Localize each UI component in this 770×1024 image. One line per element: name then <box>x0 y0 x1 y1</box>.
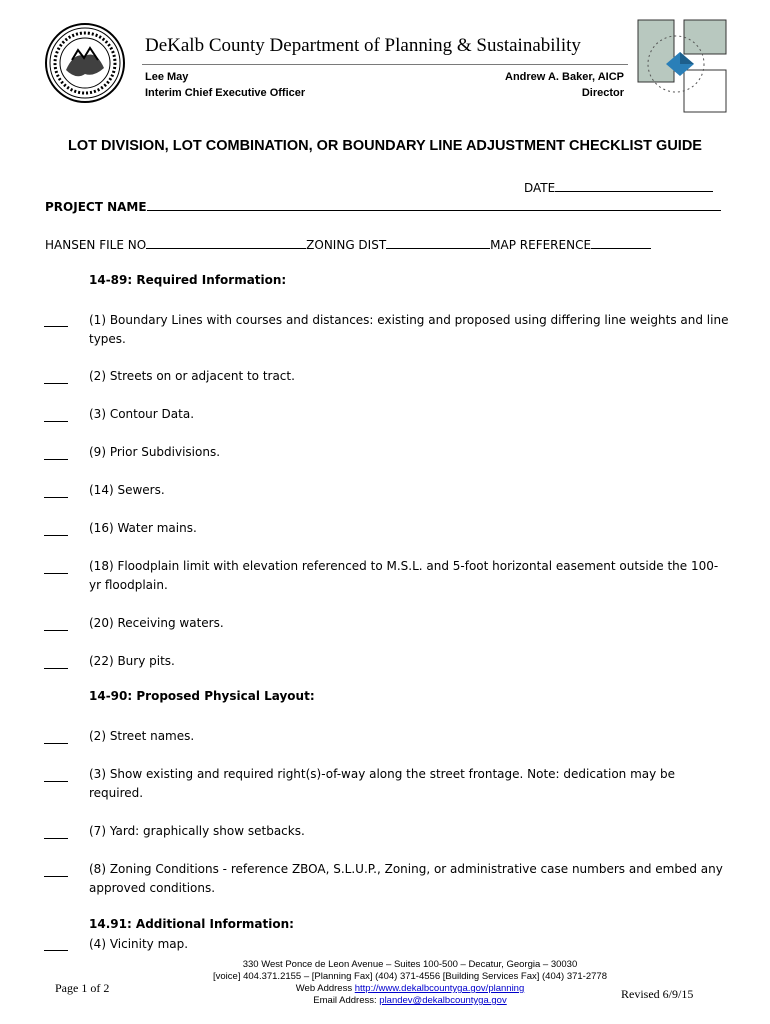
checklist-item: (8) Zoning Conditions - reference ZBOA, S.L.U.P., Zoning, or administrative case numbers and embed any approved conditions. <box>89 862 723 895</box>
checkbox-blank[interactable] <box>44 668 68 669</box>
footer-address: 330 West Ponce de Leon Avenue – Suites 100-500 – Decatur, Georgia – 30030 <box>242 959 578 970</box>
revised-date: Revised 6/9/15 <box>621 987 694 1001</box>
web-link[interactable]: http://www.dekalbcountyga.gov/planning <box>354 983 525 994</box>
email-label: Email Address: <box>313 995 380 1006</box>
checkbox-blank[interactable] <box>44 497 68 498</box>
checklist-item: (1) Boundary Lines with courses and distances: existing and proposed using differing line weights and line types. <box>89 313 729 346</box>
checkbox-blank[interactable] <box>44 876 68 877</box>
project-name-blank[interactable] <box>147 197 721 211</box>
file-info-row <box>45 235 651 252</box>
project-name-field[interactable] <box>45 197 721 214</box>
page-number: Page 1 of 2 <box>55 981 110 995</box>
checklist-item: (9) Prior Subdivisions. <box>89 445 221 459</box>
map-label: MAP REFERENCE <box>490 238 592 252</box>
checklist-item: (3) Contour Data. <box>89 407 195 421</box>
checkbox-blank[interactable] <box>44 838 68 839</box>
director-title: Director <box>581 87 624 99</box>
checkbox-blank[interactable] <box>44 743 68 744</box>
web-label: Web Address <box>295 983 355 994</box>
project-name-label: PROJECT NAME <box>45 200 147 214</box>
checkbox-blank[interactable] <box>44 326 68 327</box>
section-required-info: 14-89: Required Information: <box>89 273 287 287</box>
county-seal <box>44 22 126 104</box>
checklist-item: (3) Show existing and required right(s)-of-way along the street frontage. Note: dedication may be required. <box>89 767 676 800</box>
footer-web <box>150 983 670 995</box>
section-additional-info: 14.91: Additional Information: <box>89 917 294 931</box>
director-name: Andrew A. Baker, AICP <box>505 71 624 83</box>
checklist-item: (2) Street names. <box>89 729 195 743</box>
checkbox-blank[interactable] <box>44 781 68 782</box>
department-logo <box>628 14 730 118</box>
checkbox-blank[interactable] <box>44 459 68 460</box>
footer-phones: [voice] 404.371.2155 – [Planning Fax] (404) 371-4556 [Building Services Fax] (404) 371-2778 <box>213 971 607 982</box>
date-blank[interactable] <box>555 178 713 192</box>
section-physical-layout: 14-90: Proposed Physical Layout: <box>89 689 315 703</box>
checklist-item: (22) Bury pits. <box>89 654 175 668</box>
footer-email <box>150 995 670 1007</box>
checkbox-blank[interactable] <box>44 950 68 951</box>
document-title: LOT DIVISION, LOT COMBINATION, OR BOUNDARY LINE ADJUSTMENT CHECKLIST GUIDE <box>68 138 702 154</box>
checkbox-blank[interactable] <box>44 573 68 574</box>
footer-contact <box>150 959 670 1007</box>
ceo-name: Lee May <box>145 71 189 83</box>
checkbox-blank[interactable] <box>44 383 68 384</box>
checklist-item: (18) Floodplain limit with elevation referenced to M.S.L. and 5-foot horizontal easement outside the 100-yr floodplain. <box>89 559 719 592</box>
department-name: DeKalb County Department of Planning & Sustainability <box>145 35 581 56</box>
checkbox-blank[interactable] <box>44 630 68 631</box>
checklist-item: (14) Sewers. <box>89 483 165 497</box>
checkbox-blank[interactable] <box>44 535 68 536</box>
header-rule <box>142 64 628 65</box>
email-link[interactable]: plandev@dekalbcountyga.gov <box>379 995 507 1006</box>
zoning-blank[interactable] <box>386 235 490 249</box>
checklist-item: (7) Yard: graphically show setbacks. <box>89 824 305 838</box>
hansen-blank[interactable] <box>146 235 306 249</box>
checklist-item: (20) Receiving waters. <box>89 616 224 630</box>
checklist-item: (16) Water mains. <box>89 521 197 535</box>
zoning-label: ZONING DIST <box>306 238 387 252</box>
ceo-title: Interim Chief Executive Officer <box>145 87 306 99</box>
date-field[interactable] <box>524 178 713 195</box>
hansen-label: HANSEN FILE NO <box>45 238 147 252</box>
checkbox-blank[interactable] <box>44 421 68 422</box>
date-label: DATE <box>524 181 556 195</box>
map-blank[interactable] <box>591 235 651 249</box>
checklist-item: (2) Streets on or adjacent to tract. <box>89 369 295 383</box>
checklist-item: (4) Vicinity map. <box>89 937 189 951</box>
